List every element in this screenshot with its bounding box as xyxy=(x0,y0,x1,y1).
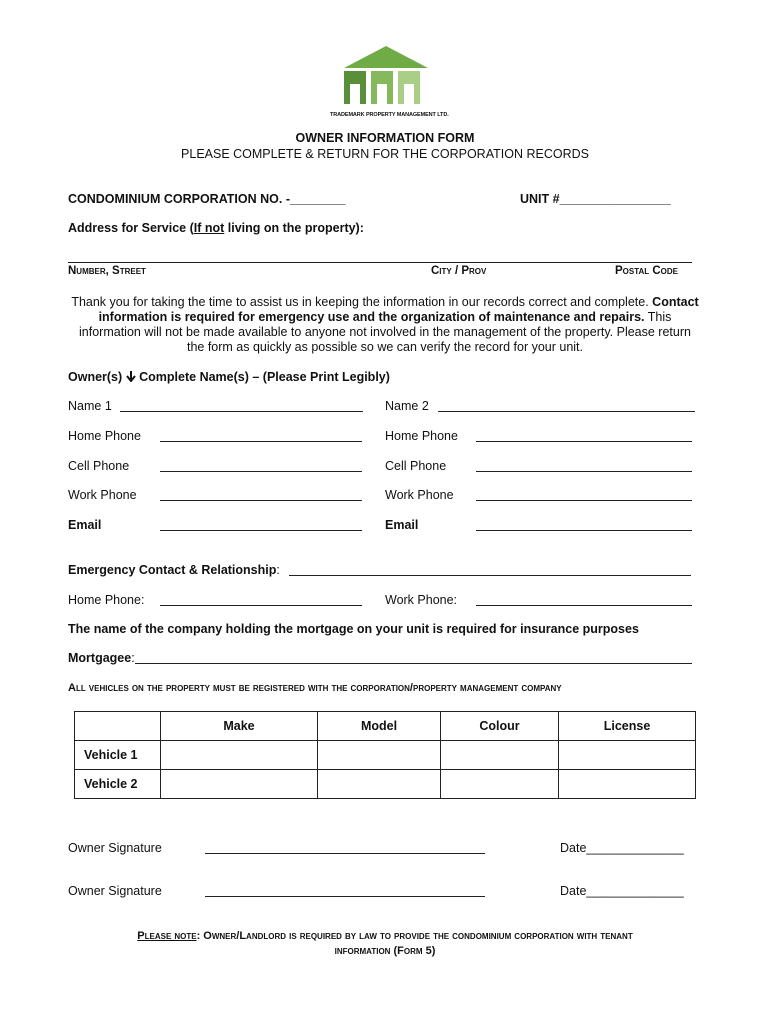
vehicles-notice: All vehicles on the property must be registered with the corporation/property management company xyxy=(68,682,562,694)
city-prov-label: City / Prov xyxy=(431,265,487,277)
emergency-home-field[interactable] xyxy=(160,605,362,606)
home-phone1-label: Home Phone xyxy=(68,429,141,443)
vehicle1-label: Vehicle 1 xyxy=(75,741,161,770)
address-line[interactable] xyxy=(68,262,692,263)
emergency-contact-label xyxy=(68,563,280,577)
vehicle1-make-cell[interactable] xyxy=(161,741,318,770)
work-phone1-label: Work Phone xyxy=(68,488,137,502)
vehicle1-model-cell[interactable] xyxy=(318,741,441,770)
vehicle2-colour-cell[interactable] xyxy=(441,770,559,799)
cell-phone2-field[interactable] xyxy=(476,471,692,472)
email2-label: Email xyxy=(385,518,419,532)
corporation-number-field[interactable] xyxy=(68,192,346,206)
corporation-label: CONDOMINIUM CORPORATION NO. - xyxy=(68,192,290,206)
address-label-pre: Address for Service ( xyxy=(68,221,194,235)
intro-paragraph xyxy=(0,295,770,355)
cell-phone1-label: Cell Phone xyxy=(68,459,130,473)
form-subtitle: PLEASE COMPLETE & RETURN FOR THE CORPORATION RECORDS xyxy=(181,147,589,161)
vehicle2-make-cell[interactable] xyxy=(161,770,318,799)
unit-field[interactable]: UNIT #________________ xyxy=(520,192,671,206)
table-header-colour: Colour xyxy=(441,712,559,741)
email2-field[interactable] xyxy=(476,530,692,531)
date1-field[interactable]: Date______________ xyxy=(560,841,684,855)
owners-heading-pre: Owner(s) xyxy=(68,370,123,384)
owners-heading-post: Complete Name(s) – (Please Print Legibly) xyxy=(135,370,390,384)
email1-field[interactable] xyxy=(160,530,362,531)
intro-line2a: information is required for emergency use and the organization of maintenance and repairs. xyxy=(98,310,645,324)
name2-field[interactable] xyxy=(438,411,695,412)
name1-field[interactable] xyxy=(120,411,363,412)
mortgagee-label xyxy=(68,651,135,665)
intro-line1a: Thank you for taking the time to assist us in keeping the information in our records correct and complete. xyxy=(71,295,649,309)
table-header-model: Model xyxy=(318,712,441,741)
work-phone2-label: Work Phone xyxy=(385,488,454,502)
owner-signature1-field[interactable] xyxy=(205,853,485,854)
emergency-work-field[interactable] xyxy=(476,605,692,606)
vehicle2-license-cell[interactable] xyxy=(559,770,696,799)
emergency-label-text: Emergency Contact & Relationship xyxy=(68,563,277,577)
owners-heading xyxy=(68,370,390,384)
company-logo xyxy=(330,44,449,118)
footer-note xyxy=(0,929,770,959)
home-phone2-field[interactable] xyxy=(476,441,692,442)
cell-phone2-label: Cell Phone xyxy=(385,459,447,473)
work-phone1-field[interactable] xyxy=(160,500,362,501)
table-row xyxy=(75,770,696,799)
emergency-home-label: Home Phone: xyxy=(68,593,145,607)
number-street-label: Number, Street xyxy=(68,265,146,277)
intro-line3: information will not be made available to anyone not involved in the management of the property. Please return xyxy=(79,325,691,339)
name2-label: Name 2 xyxy=(385,399,429,413)
intro-line2b: This xyxy=(644,310,672,324)
owner-signature1-label: Owner Signature xyxy=(68,841,162,855)
footer-note-line2: information (Form 5) xyxy=(334,945,436,957)
table-header-row xyxy=(75,712,696,741)
cell-phone1-field[interactable] xyxy=(160,471,362,472)
intro-line1b: Contact xyxy=(648,295,699,309)
home-phone2-label: Home Phone xyxy=(385,429,458,443)
vehicle1-colour-cell[interactable] xyxy=(441,741,559,770)
footer-note-pre: Please note xyxy=(137,930,197,942)
house-logo-icon xyxy=(330,44,442,106)
logo-brand-text: TRADEMARK PROPERTY MANAGEMENT LTD. xyxy=(330,112,449,118)
email1-label: Email xyxy=(68,518,102,532)
emergency-work-label: Work Phone: xyxy=(385,593,458,607)
address-label-post: living on the property): xyxy=(224,221,364,235)
mortgagee-field[interactable] xyxy=(135,663,692,664)
table-row xyxy=(75,741,696,770)
work-phone2-field[interactable] xyxy=(476,500,692,501)
address-heading xyxy=(68,221,364,235)
table-header-license: License xyxy=(559,712,696,741)
intro-line4: the form as quickly as possible so we can verify the record for your unit. xyxy=(186,340,583,354)
postal-code-label: Postal Code xyxy=(615,265,679,277)
footer-note-mid: : Owner/Landlord is required by law to provide the condominium corporation with tenant xyxy=(196,930,633,942)
home-phone1-field[interactable] xyxy=(160,441,362,442)
arrow-down-icon xyxy=(126,371,136,382)
emergency-contact-field[interactable] xyxy=(289,575,691,576)
owner-signature2-label: Owner Signature xyxy=(68,884,162,898)
address-label-ifnot: If not xyxy=(193,221,225,235)
mortgagee-label-text: Mortgagee xyxy=(68,651,132,665)
name1-label: Name 1 xyxy=(68,399,112,413)
corporation-blank: ________ xyxy=(289,192,346,206)
vehicle2-model-cell[interactable] xyxy=(318,770,441,799)
table-header-cell xyxy=(75,712,161,741)
mortgagee-colon: : xyxy=(131,651,135,665)
owner-signature2-field[interactable] xyxy=(205,896,485,897)
date2-field[interactable]: Date______________ xyxy=(560,884,684,898)
vehicles-table xyxy=(74,711,696,799)
vehicle2-label: Vehicle 2 xyxy=(75,770,161,799)
form-title: OWNER INFORMATION FORM xyxy=(295,131,475,145)
vehicle1-license-cell[interactable] xyxy=(559,741,696,770)
mortgage-note: The name of the company holding the mortgage on your unit is required for insurance purposes xyxy=(68,622,639,636)
table-header-make: Make xyxy=(161,712,318,741)
emergency-colon: : xyxy=(276,563,280,577)
